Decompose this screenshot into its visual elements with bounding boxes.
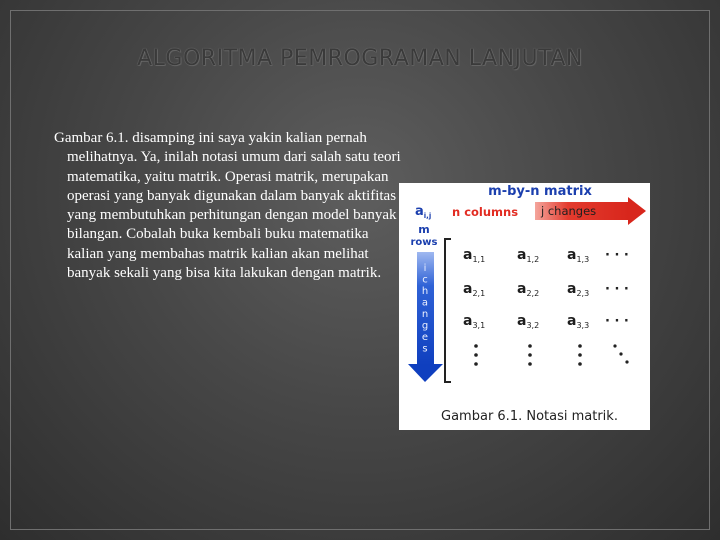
columns-label: n columns [452, 205, 519, 219]
matrix-element [567, 313, 589, 330]
matrix-element-letter: a [463, 247, 473, 263]
matrix-element-subscript: 1,1 [472, 255, 486, 264]
i-changes-label [422, 263, 428, 355]
generic-element-letter: a [415, 204, 424, 219]
matrix-element-subscript: 3,2 [526, 321, 540, 330]
matrix-element-letter: a [567, 247, 577, 263]
matrix-element-subscript: 1,2 [526, 255, 540, 264]
matrix-element-subscript: 2,2 [526, 289, 540, 298]
matrix-element [567, 247, 589, 264]
matrix-figure [399, 183, 650, 430]
matrix-element [567, 281, 589, 298]
slide-body-text: Gambar 6.1. disamping ini saya yakin kalian pernah melihatnya. Ya, inilah notasi umum dari salah satu teori matematika, yaitu matrik. Operasi matrik, merupakan operasi yang banyak digunakan dalam banyak aktifitas yang membutuhkan perhitungan dengan model banyak bilangan. Cobalah buka kembali buku matematika kalian yang membahas matrik kalian akan melihat banyak sekali yang bisa kita lakukan dengan matrik. [54, 130, 401, 282]
matrix-element [517, 247, 539, 264]
matrix-element-letter: a [567, 313, 577, 329]
matrix-element-letter: a [517, 247, 527, 263]
matrix-element-letter: a [517, 313, 527, 329]
i-changes-letter: e [421, 332, 429, 343]
matrix-element-letter: a [567, 281, 577, 297]
m-label: m [418, 223, 430, 236]
matrix-diagram [399, 183, 650, 408]
matrix-element-letter: a [463, 281, 473, 297]
row-ellipsis: · · · [605, 314, 629, 329]
matrix-element-letter: a [463, 313, 473, 329]
matrix-element-subscript: 3,3 [576, 321, 590, 330]
matrix-element [463, 313, 485, 330]
matrix-heading: m-by-n matrix [488, 184, 592, 199]
i-changes-arrow [408, 252, 443, 382]
vertical-ellipses [474, 344, 582, 366]
i-changes-letter: c [422, 274, 428, 286]
i-changes-letter: h [421, 286, 429, 297]
generic-element-subscript: i,j [423, 212, 432, 220]
figure-caption: Gambar 6.1. Notasi matrik. [441, 409, 618, 424]
slide-title: ALGORITMA PEMROGRAMAN LANJUTAN [137, 46, 583, 71]
i-changes-letter: s [422, 343, 428, 355]
matrix-element [463, 281, 485, 298]
matrix-element-subscript: 2,1 [472, 289, 486, 298]
matrix-element-letter: a [517, 281, 527, 297]
i-changes-letter: g [421, 320, 429, 332]
matrix-element [517, 313, 539, 330]
i-changes-letter: n [421, 309, 429, 320]
matrix-element [463, 247, 485, 264]
generic-element-label [415, 204, 431, 220]
row-ellipsis: · · · [605, 248, 629, 263]
i-changes-letter: i [423, 263, 427, 274]
matrix-element [517, 281, 539, 298]
matrix-left-bracket [445, 239, 451, 382]
matrix-element-subscript: 2,3 [576, 289, 590, 298]
diagonal-ellipsis [613, 344, 628, 363]
matrix-element-subscript: 1,3 [576, 255, 590, 264]
matrix-element-subscript: 3,1 [472, 321, 486, 330]
rows-label: rows [410, 237, 438, 248]
i-changes-letter: a [421, 297, 429, 309]
row-ellipsis: · · · [605, 282, 629, 297]
j-changes-label: j changes [541, 204, 597, 218]
j-changes-arrow [535, 197, 646, 225]
